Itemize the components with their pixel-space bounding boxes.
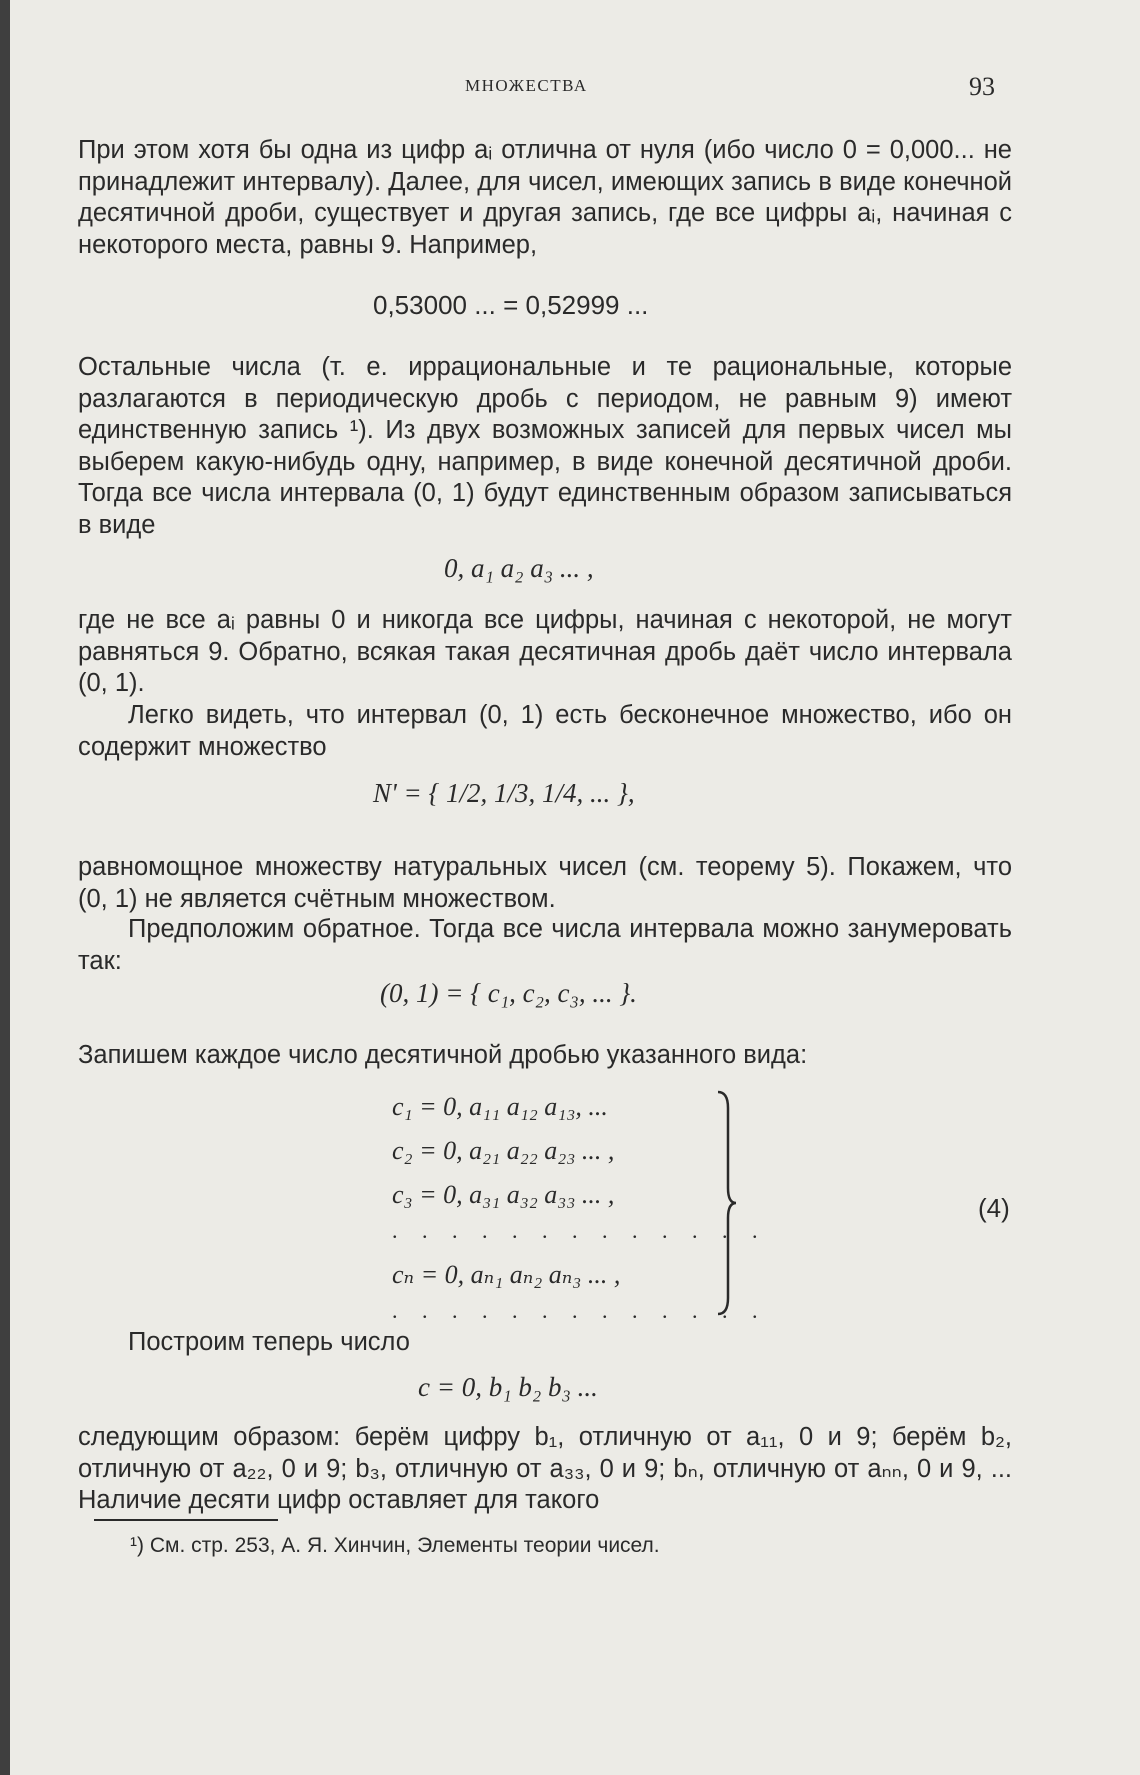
paragraph-8: Построим теперь число bbox=[128, 1328, 410, 1356]
equation-number: (4) bbox=[978, 1193, 1010, 1223]
footnote bbox=[130, 1534, 660, 1558]
book-page bbox=[10, 0, 1140, 1775]
footnote-divider bbox=[94, 1519, 278, 1521]
footnote-text: См. стр. 253, А. Я. Хинчин, Элементы теории чисел. bbox=[149, 1534, 660, 1557]
formula-enumeration: (0, 1) = { c₁, c₂, c₃, ... }. bbox=[380, 978, 637, 1008]
footnote-marker: ¹) bbox=[130, 1534, 144, 1557]
system-row-3: c₃ = 0, a₃₁ a₃₂ a₃₃ ... , bbox=[392, 1180, 615, 1209]
paragraph-9: следующим образом: берём цифру b₁, отличную от a₁₁, 0 и 9; берём b₂, отличную от a₂₂, 0 и 9; b₃, отличную от a₃₃, 0 и 9; bₙ, отличную от aₙₙ, 0 и 9, ... Наличие десяти цифр оставляет для такого bbox=[78, 1423, 1012, 1514]
formula-decimal-form: 0, a₁ a₂ a₃ ... , bbox=[444, 553, 594, 583]
formula-constructed-number: c = 0, b₁ b₂ b₃ ... bbox=[418, 1372, 598, 1402]
formula-decimal-equality: 0,53000 ... = 0,52999 ... bbox=[373, 290, 649, 320]
system-row-2: c₂ = 0, a₂₁ a₂₂ a₂₃ ... , bbox=[392, 1136, 615, 1165]
system-row-1: c₁ = 0, a₁₁ a₁₂ a₁₃, ... bbox=[392, 1092, 608, 1121]
paragraph-3: где не все aᵢ равны 0 и никогда все цифры, начиная с некоторой, не могут равняться 9. Обратно, всякая такая десятичная дробь даёт число интервала (0, 1). bbox=[78, 606, 1012, 697]
paragraph-2: Остальные числа (т. е. иррациональные и те рациональные, которые разлагаются в периодическую дробь с периодом, не равным 9) имеют единственную запись ¹). Из двух возможных записей для первых чисел мы выберем какую-нибудь одну, например, в виде конечной десятичной дроби. Тогда все числа интервала (0, 1) будут единственным образом записываться в виде bbox=[78, 353, 1012, 539]
system-row-n: cₙ = 0, aₙ₁ aₙ₂ aₙ₃ ... , bbox=[392, 1260, 621, 1289]
paragraph-7: Запишем каждое число десятичной дробью указанного вида: bbox=[78, 1041, 808, 1069]
formula-set-n-prime: N' = { 1/2, 1/3, 1/4, ... }, bbox=[373, 778, 635, 808]
system-dots-row: . . . . . . . . . . . . . bbox=[392, 1218, 767, 1243]
system-dots-row: . . . . . . . . . . . . . bbox=[392, 1298, 767, 1323]
running-title: МНОЖЕСТВА bbox=[465, 76, 588, 95]
right-brace-icon bbox=[710, 1088, 740, 1318]
paragraph-4: Легко видеть, что интервал (0, 1) есть бесконечное множество, ибо он содержит множество bbox=[78, 701, 1012, 761]
paragraph-6: Предположим обратное. Тогда все числа интервала можно занумеровать так: bbox=[78, 915, 1012, 975]
page-number: 93 bbox=[969, 72, 995, 101]
paragraph-5: равномощное множеству натуральных чисел (см. теорему 5). Покажем, что (0, 1) не является счётным множеством. bbox=[78, 853, 1012, 913]
paragraph-1: При этом хотя бы одна из цифр aᵢ отлична от нуля (ибо число 0 = 0,000... не принадлежит интервалу). Далее, для чисел, имеющих запись в виде конечной десятичной дроби, существует и другая запись, где все цифры aᵢ, начиная с некоторого места, равны 9. Например, bbox=[78, 136, 1012, 259]
